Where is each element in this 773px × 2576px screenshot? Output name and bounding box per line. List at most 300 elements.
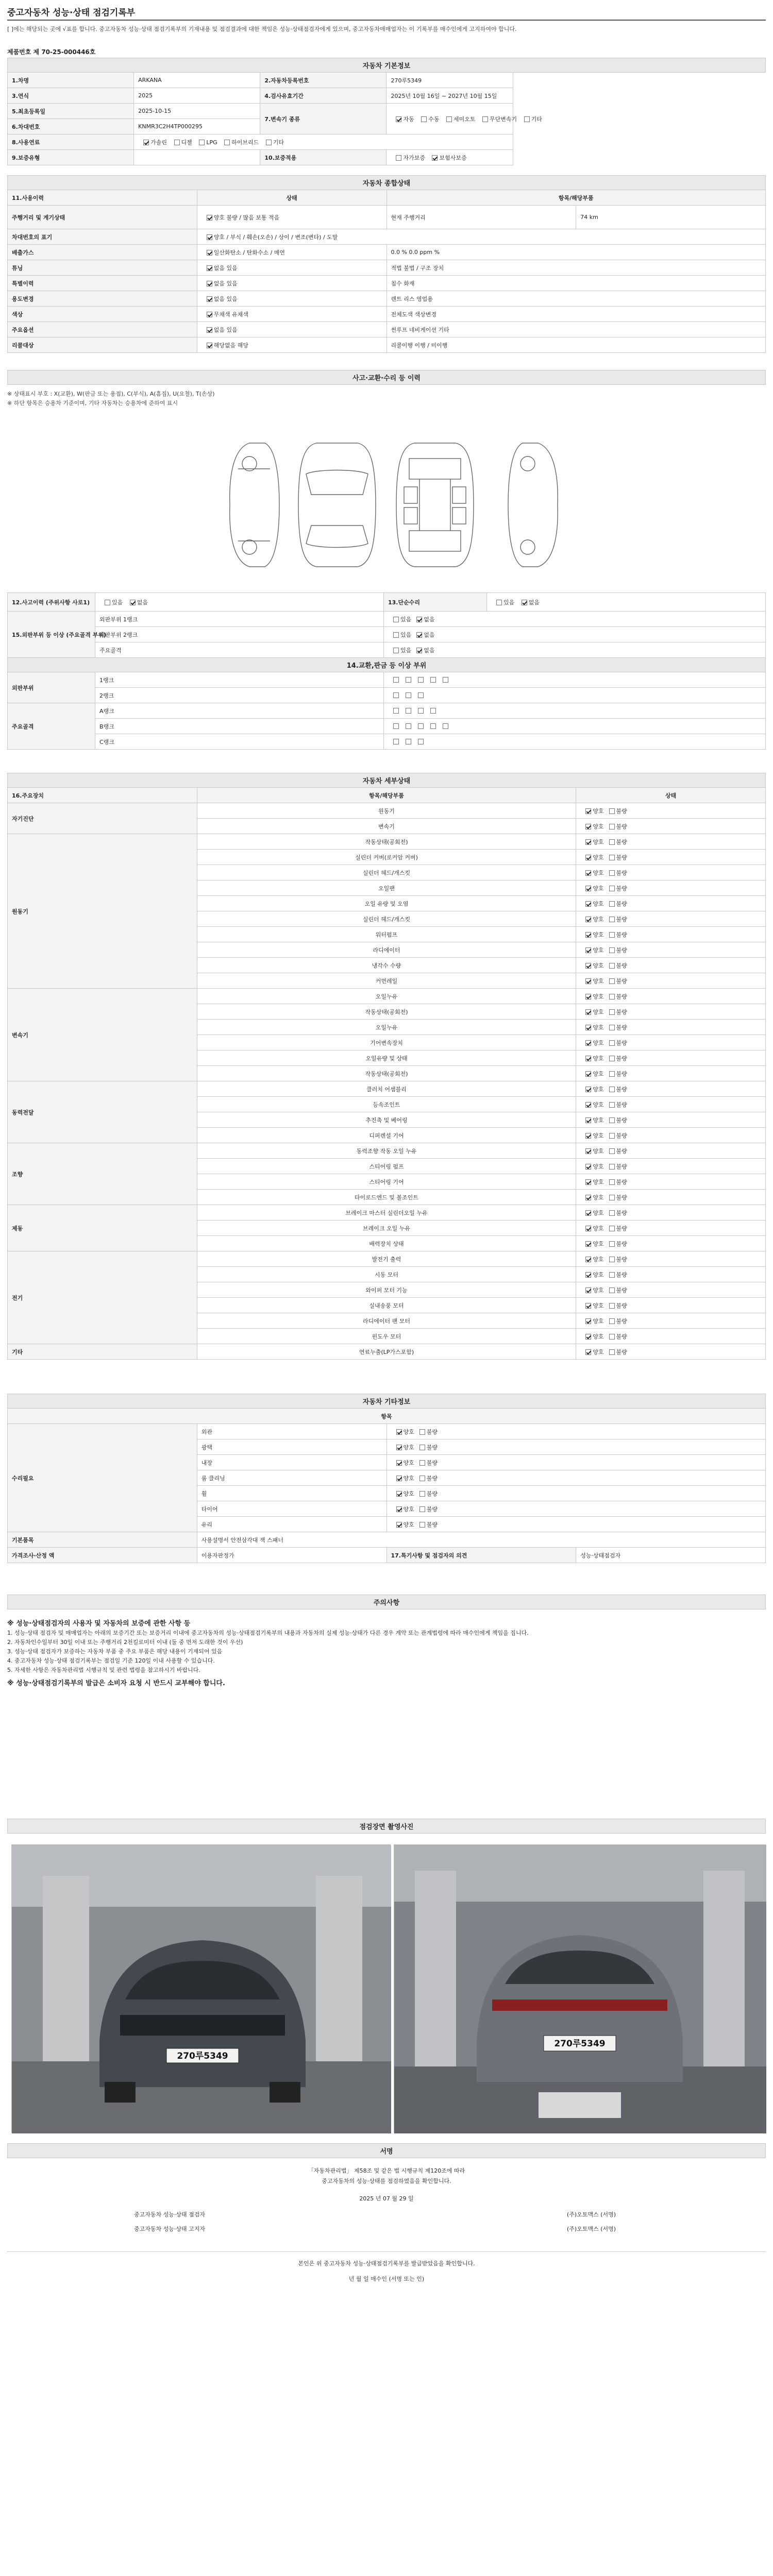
caution-line: 1. 성능·상태 점검자 및 매매업자는 아래의 보증기간 또는 보증거리 이내에 중고자동차의 성능·상태점검기록부의 내용과 자동차의 실제 성능·상태가 다른 경우 계약 또는 관계법령에 따라 매수인에게 책임을 집니다. [7, 1630, 529, 1636]
state-text: 양호 / 부식 / 훼손(오손) / 상이 / 변조(변타) / 도말 [213, 233, 338, 241]
checkbox-icon [609, 839, 615, 845]
detail-group-label: 동력전달 [8, 1081, 197, 1143]
checkbox-icon [416, 617, 422, 622]
option-label: 있음 [400, 647, 412, 654]
checkbox-icon [419, 1429, 425, 1435]
detail-item-label: 와이퍼 모터 기능 [197, 1282, 576, 1298]
checkbox-icon [609, 1025, 615, 1030]
checkbox-icon [609, 1133, 615, 1139]
detail-item-state: 양호 불량 [576, 803, 766, 819]
overall-caption: 자동차 종합상태 [8, 176, 766, 190]
checkbox-icon [393, 739, 399, 744]
checkbox-icon [406, 739, 411, 744]
checkbox-icon [585, 1349, 591, 1355]
checkbox-icon [396, 1445, 402, 1450]
car-frame-view-icon [396, 443, 474, 567]
checkbox-icon [585, 932, 591, 938]
checkbox-icon [406, 692, 411, 698]
overall-row-state [197, 291, 386, 307]
detail-header-2: 항목/해당부품 [197, 788, 576, 803]
checkbox-icon [419, 1460, 425, 1466]
detail-item-state: 양호 불량 [576, 865, 766, 880]
detail-item-state: 양호 불량 [576, 1004, 766, 1020]
checkbox-icon [393, 692, 399, 698]
detail-item-state: 양호 불량 [576, 1251, 766, 1267]
checkbox-icon [585, 824, 591, 829]
detail-item-state: 양호 불량 [576, 989, 766, 1004]
option-label: 없음 [424, 616, 435, 623]
checkbox-icon [609, 1102, 615, 1108]
exterior-label: 외판부위 [8, 672, 95, 703]
vin-value: KNMR3C2H4TP000295 [134, 119, 260, 134]
checkbox-icon [199, 140, 205, 145]
cautions-section [7, 1595, 766, 1609]
overall-row-item: 차대번호의 표기 [8, 229, 197, 245]
caution-line: 5. 자세한 사항은 자동차관리법 시행규칙 및 관련 법령을 참고하시기 바랍니다. [7, 1667, 200, 1673]
option-label: 없음 [137, 599, 148, 606]
checkbox-icon [446, 116, 452, 122]
checkbox-icon [396, 1476, 402, 1481]
checkbox-icon [609, 1287, 615, 1293]
detail-item-state: 양호 불량 [576, 973, 766, 989]
checkbox-icon [609, 855, 615, 860]
checkbox-icon [585, 1241, 591, 1247]
detail-group-label: 조향 [8, 1143, 197, 1205]
overall-row-detail: 침수 화재 [386, 276, 766, 291]
checkbox-icon [393, 677, 399, 683]
buyer-note: 본인은 위 중고자동차 성능·상태점검기록부를 발급받았음을 확인합니다. [298, 2260, 475, 2267]
photos-caption: 점검장면 촬영사진 [8, 1819, 766, 1834]
detail-group-label: 기타 [8, 1344, 197, 1360]
front-inspection-photo [11, 1844, 391, 2133]
detail-item-state: 양호 불량 [576, 896, 766, 911]
checkbox-icon [396, 1506, 402, 1512]
detail-caption: 자동차 세부상태 [8, 773, 766, 788]
checker-value: 성능·상태점검자 [576, 1548, 766, 1563]
checkbox-icon [609, 1318, 615, 1324]
checkbox-icon [609, 1303, 615, 1309]
checkbox-icon [524, 116, 530, 122]
frame-options [384, 642, 766, 658]
option-label: 있음 [503, 599, 515, 606]
state-text: 없음 있음 [213, 264, 238, 272]
checkbox-icon [609, 1071, 615, 1077]
fuel-options [134, 134, 513, 150]
tools-items: 사용설명서 안전삼각대 잭 스패너 [197, 1532, 765, 1548]
detail-item-label: 실내송풍 모터 [197, 1298, 576, 1313]
overall-row-detail: 현재 주행거리 [386, 206, 576, 229]
overall-row-item: 주요옵션 [8, 322, 197, 337]
detail-item-label: 실린더 커버(로커암 커버) [197, 850, 576, 865]
checkbox-icon [609, 917, 615, 922]
first-rank-label: 외판부위 1랭크 [95, 612, 384, 627]
checkbox-icon [416, 632, 422, 638]
checkbox-icon [393, 723, 399, 729]
photos-section [7, 1819, 766, 1834]
option-label: 없음 [528, 599, 540, 606]
outer-label: 15.외판부위 등 이상 (주요골격 부위) [8, 612, 95, 658]
basic-info-section [7, 58, 766, 165]
car-name-value: ARKANA [134, 73, 260, 88]
checkbox-icon [609, 947, 615, 953]
detail-item-label: 오일누유 [197, 1020, 576, 1035]
option-label: 있음 [112, 599, 123, 606]
detail-item-state: 양호 불량 [576, 1344, 766, 1360]
detail-item-state: 양호 불량 [576, 834, 766, 850]
first-reg-label: 5.최초등록일 [8, 104, 134, 119]
dealer-role: 중고자동차 성능·상태 고지자 [134, 2226, 206, 2232]
car-name-label: 1.차명 [8, 73, 134, 88]
detail-item-label: 실린더 헤드/개스킷 [197, 911, 576, 927]
checkbox-icon [393, 632, 399, 638]
detail-item-state: 양호 불량 [576, 1128, 766, 1143]
overall-row-item: 용도변경 [8, 291, 197, 307]
cautions-caption: 주의사항 [8, 1595, 766, 1609]
cert-no-value: 70-25-000446호 [41, 48, 96, 56]
checkbox-icon [609, 808, 615, 814]
checkbox-icon [396, 1491, 402, 1497]
overall-row-value: 74 km [576, 206, 766, 229]
damage-legend-2: ※ 하단 항목은 승용차 기준이며, 기타 자동차는 승용차에 준하여 표시 [7, 400, 178, 406]
checkbox-icon [585, 1102, 591, 1108]
transmission-label: 7.변속기 종류 [260, 104, 386, 134]
checkbox-icon [585, 1117, 591, 1123]
overall-row-state [197, 276, 386, 291]
checkbox-icon [393, 708, 399, 714]
detail-item-state: 양호 불량 [576, 1236, 766, 1251]
checkbox-icon [609, 1148, 615, 1154]
checkbox-icon [419, 1506, 425, 1512]
warranty-options [386, 150, 513, 165]
checkbox-icon [609, 1226, 615, 1231]
checkbox-icon [609, 932, 615, 938]
checker-role: 중고자동차 성능·상태 점검자 [134, 2211, 206, 2218]
checkbox-icon [430, 677, 436, 683]
detail-item-state: 양호 불량 [576, 1050, 766, 1066]
checkbox-icon [609, 824, 615, 829]
overall-row-item: 리콜대상 [8, 337, 197, 353]
option-label: 가솔린 [150, 139, 167, 146]
frame-rank-a: A랭크 [95, 703, 384, 719]
second-rank-options [384, 627, 766, 642]
overall-row-state [197, 307, 386, 322]
detail-item-label: 기어변속장치 [197, 1035, 576, 1050]
detail-item-label: 브레이크 오일 누유 [197, 1221, 576, 1236]
detail-item-label: 냉각수 수량 [197, 958, 576, 973]
checker-name: (주)오토맥스 (서명) [567, 2211, 616, 2218]
warranty-type-label: 9.보증유형 [8, 150, 134, 165]
overall-header-3: 항목/해당부품 [386, 190, 766, 206]
detail-item-state: 양호 불량 [576, 1066, 766, 1081]
checkbox-icon [396, 1522, 402, 1528]
option-label: 있음 [400, 631, 412, 638]
overall-row-item: 배출가스 [8, 245, 197, 260]
extra-row-label: 룸 클리닝 [197, 1470, 386, 1486]
option-label: 있음 [400, 616, 412, 623]
overall-row-item: 색상 [8, 307, 197, 322]
detail-item-label: 시동 모터 [197, 1267, 576, 1282]
checkbox-icon [419, 1491, 425, 1497]
detail-item-label: 스티어링 기어 [197, 1174, 576, 1190]
checkbox-icon [224, 140, 230, 145]
detail-item-state: 양호 불량 [576, 1329, 766, 1344]
overall-row-state [197, 206, 386, 229]
detail-item-label: 변속기 [197, 819, 576, 834]
warranty-type-value [134, 150, 260, 165]
detail-header-3: 상태 [576, 788, 766, 803]
frame-rank-c: C랭크 [95, 734, 384, 750]
detail-item-label: 오일 유량 및 오염 [197, 896, 576, 911]
checkbox-icon [609, 1117, 615, 1123]
overall-row-item: 특별이력 [8, 276, 197, 291]
checkbox-icon [396, 1429, 402, 1435]
overall-row-state [197, 322, 386, 337]
detail-item-state: 양호 불량 [576, 1313, 766, 1329]
state-text: 해당없음 해당 [213, 342, 249, 349]
checkbox-icon [585, 870, 591, 876]
detail-item-state: 양호 불량 [576, 942, 766, 958]
checkbox-icon [609, 1195, 615, 1200]
diagram-section-caption: 14.교환,판금 등 이상 부위 [8, 658, 766, 672]
caution-line: 4. 중고자동차 성능·상태 점검기록부는 점검일 기준 120일 이내 사용할 수 있습니다. [7, 1657, 215, 1664]
checkbox-icon [416, 648, 422, 653]
checkbox-icon [585, 947, 591, 953]
checkbox-icon [585, 1303, 591, 1309]
checkbox-icon [419, 1522, 425, 1528]
car-outline-diagram [7, 428, 766, 582]
checkbox-icon [609, 1241, 615, 1247]
title-divider [7, 20, 766, 21]
detail-item-state: 양호 불량 [576, 1205, 766, 1221]
detail-item-state: 양호 불량 [576, 1143, 766, 1159]
state-text: 없음 있음 [213, 295, 238, 302]
overall-row-state [197, 229, 765, 245]
car-left-side-icon [230, 443, 279, 567]
option-label: 보험사보증 [439, 154, 467, 161]
detail-item-label: 실린더 헤드/개스킷 [197, 865, 576, 880]
overall-header-1: 11.사용이력 [8, 190, 197, 206]
detail-item-label: 작동상태(공회전) [197, 1004, 576, 1020]
sign-section [7, 2143, 766, 2158]
checkbox-icon [396, 1460, 402, 1466]
extra-row-options: 양호 불량 [386, 1486, 766, 1501]
extra-row-label: 내장 [197, 1455, 386, 1470]
extra-row-label: 타이어 [197, 1501, 386, 1517]
checkbox-icon [585, 1009, 591, 1015]
cautions-heading: ※ 성능·상태점검자의 사용자 및 자동차의 보증에 관한 사항 등 [7, 1620, 191, 1628]
checkbox-icon [585, 1226, 591, 1231]
transmission-options [386, 104, 542, 134]
extra-row-options: 양호 불량 [386, 1470, 766, 1486]
checkbox-icon [609, 994, 615, 999]
overall-row-detail: 리콜이행 이행 / 미이행 [386, 337, 766, 353]
checkbox-icon [609, 963, 615, 969]
certificate-number [7, 47, 95, 56]
checkbox-icon [585, 1195, 591, 1200]
repair-label: 13.단순수리 [384, 593, 487, 612]
extra-row-label: 휠 [197, 1486, 386, 1501]
detail-item-state: 양호 불량 [576, 1298, 766, 1313]
checkbox-icon [207, 215, 212, 221]
extra-caption: 자동차 기타정보 [8, 1394, 766, 1409]
detail-item-label: 등속조인트 [197, 1097, 576, 1112]
basic-caption: 자동차 기본정보 [8, 58, 766, 73]
repair-options [487, 593, 766, 612]
checker-signatory [134, 2210, 205, 2218]
checkbox-icon [130, 600, 136, 605]
checkbox-icon [585, 1318, 591, 1324]
checkbox-icon [585, 839, 591, 845]
checkbox-icon [396, 155, 401, 161]
option-label: 자가보증 [403, 154, 425, 161]
exterior-rank-1: 1랭크 [95, 672, 384, 688]
year-value: 2025 [134, 88, 260, 104]
state-text: 무채색 유채색 [213, 311, 249, 318]
dealer-name: (주)오토맥스 (서명) [567, 2226, 616, 2232]
checkbox-icon [609, 1040, 615, 1046]
checkbox-icon [585, 1179, 591, 1185]
extra-group-label: 수리필요 [8, 1424, 197, 1532]
overall-row-detail: 적법 불법 / 구조 장치 [386, 260, 766, 276]
checkbox-icon [207, 250, 212, 256]
exterior-rank-2: 2랭크 [95, 688, 384, 703]
plate-label: 2.자동차등록번호 [260, 73, 386, 88]
detail-state-section [7, 773, 766, 1360]
checkbox-icon [585, 994, 591, 999]
accident-options [95, 593, 384, 612]
checkbox-icon [585, 1087, 591, 1092]
detail-item-label: 커먼레일 [197, 973, 576, 989]
checkbox-icon [143, 140, 149, 145]
detail-item-state: 양호 불량 [576, 1020, 766, 1035]
option-label: 없음 [424, 631, 435, 638]
checkbox-icon [585, 1148, 591, 1154]
caution-line: 2. 자동차인수일부터 30일 이내 또는 주행거리 2천킬로미터 이내 (둘 중 먼저 도래한 것이 우선) [7, 1639, 243, 1646]
checkbox-icon [418, 692, 424, 698]
checkbox-icon [419, 1476, 425, 1481]
detail-item-label: 디퍼렌셜 기어 [197, 1128, 576, 1143]
checkbox-icon [430, 708, 436, 714]
detail-group-label: 원동기 [8, 834, 197, 989]
option-label: 기타 [531, 115, 542, 123]
detail-item-label: 클러치 어셈블리 [197, 1081, 576, 1097]
overall-row-item: 튜닝 [8, 260, 197, 276]
inspection-period-value: 2025년 10월 16일 ~ 2027년 10월 15일 [386, 88, 513, 104]
detail-group-label: 전기 [8, 1251, 197, 1344]
detail-item-label: 배력장치 상태 [197, 1236, 576, 1251]
detail-item-label: 작동상태(공회전) [197, 834, 576, 850]
detail-item-state: 양호 불량 [576, 850, 766, 865]
checkbox-icon [207, 296, 212, 302]
fuel-label: 8.사용연료 [8, 134, 134, 150]
first-reg-value: 2025-10-15 [134, 104, 260, 119]
detail-item-state: 양호 불량 [576, 1174, 766, 1190]
extra-info-section [7, 1394, 766, 1563]
option-label: 하이브리드 [231, 139, 259, 146]
detail-item-state: 양호 불량 [576, 819, 766, 834]
detail-item-state: 양호 불량 [576, 1112, 766, 1128]
detail-header-1: 16.주요장치 [8, 788, 197, 803]
detail-group-label: 변속기 [8, 989, 197, 1081]
detail-item-label: 라디에이터 팬 모터 [197, 1313, 576, 1329]
checkbox-icon [419, 1445, 425, 1450]
detail-item-state: 양호 불량 [576, 1190, 766, 1205]
detail-item-state: 양호 불량 [576, 927, 766, 942]
checkbox-icon [609, 1210, 615, 1216]
detail-item-state: 양호 불량 [576, 1221, 766, 1236]
checkbox-icon [609, 1257, 615, 1262]
option-label: 자동 [403, 115, 414, 123]
sign-statement [7, 2166, 766, 2202]
checkbox-icon [207, 234, 212, 240]
detail-item-state: 양호 불량 [576, 958, 766, 973]
checkbox-icon [585, 855, 591, 860]
detail-item-state: 양호 불량 [576, 1035, 766, 1050]
notice-text: [ ]에는 해당되는 곳에 √표를 합니다. 중고자동차 성능·상태 점검기록부의 기재내용 및 점검결과에 대한 책임은 성능·상태점검자에게 있으며, 중고자동차매매업자는 이 기록부를 매수인에게 고지하여야 합니다. [7, 26, 517, 32]
extra-row-options: 양호 불량 [386, 1501, 766, 1517]
checkbox-icon [207, 312, 212, 317]
frame-rank-c-boxes [384, 734, 766, 750]
detail-group-label: 자기진단 [8, 803, 197, 834]
checkbox-icon [406, 708, 411, 714]
checkbox-icon [585, 886, 591, 891]
extra-row-options: 양호 불량 [386, 1455, 766, 1470]
extra-row-options: 양호 불량 [386, 1424, 766, 1439]
damage-caption: 사고·교환·수리 등 이력 [8, 370, 766, 385]
option-label: 무단변속기 [490, 115, 517, 123]
document-title: 중고자동차 성능·상태 점검기록부 [7, 8, 136, 18]
damage-section [7, 370, 766, 385]
frame-label: 주요골격 [95, 642, 384, 658]
checkbox-icon [609, 1164, 615, 1170]
checkbox-icon [393, 648, 399, 653]
checkbox-icon [421, 116, 427, 122]
sign-line-1: 「자동차관리법」 제58조 및 같은 법 시행규칙 제120조에 따라 [308, 2167, 465, 2174]
checkbox-icon [585, 963, 591, 969]
checkbox-icon [585, 1272, 591, 1278]
checkbox-icon [585, 978, 591, 984]
checkbox-icon [207, 281, 212, 286]
detail-item-state: 양호 불량 [576, 1267, 766, 1282]
detail-item-label: 작동상태(공회전) [197, 1066, 576, 1081]
checkbox-icon [393, 617, 399, 622]
option-label: LPG [206, 139, 217, 146]
checkbox-icon [609, 1179, 615, 1185]
extra-row-options: 양호 불량 [386, 1439, 766, 1455]
checkbox-icon [585, 1071, 591, 1077]
detail-item-label: 오일팬 [197, 880, 576, 896]
cautions-list [7, 1615, 766, 1688]
overall-row-state [197, 260, 386, 276]
checkbox-icon [396, 116, 401, 122]
checkbox-icon [609, 1334, 615, 1340]
checkbox-icon [522, 600, 527, 605]
detail-item-label: 추진축 및 베어링 [197, 1112, 576, 1128]
detail-item-label: 오일누유 [197, 989, 576, 1004]
front-plate-text: 270루5349 [177, 2051, 228, 2061]
detail-item-label: 발전기 출력 [197, 1251, 576, 1267]
option-label: 디젤 [181, 139, 192, 146]
checkbox-icon [609, 901, 615, 907]
checkbox-icon [207, 265, 212, 271]
detail-item-state: 양호 불량 [576, 1097, 766, 1112]
overall-row-detail: 0.0 % 0.0 ppm % [386, 245, 766, 260]
checkbox-icon [585, 1257, 591, 1262]
option-label: 기타 [273, 139, 284, 146]
detail-item-label: 윈도우 모터 [197, 1329, 576, 1344]
checkbox-icon [609, 1349, 615, 1355]
detail-item-label: 동력조향 작동 오일 누유 [197, 1143, 576, 1159]
